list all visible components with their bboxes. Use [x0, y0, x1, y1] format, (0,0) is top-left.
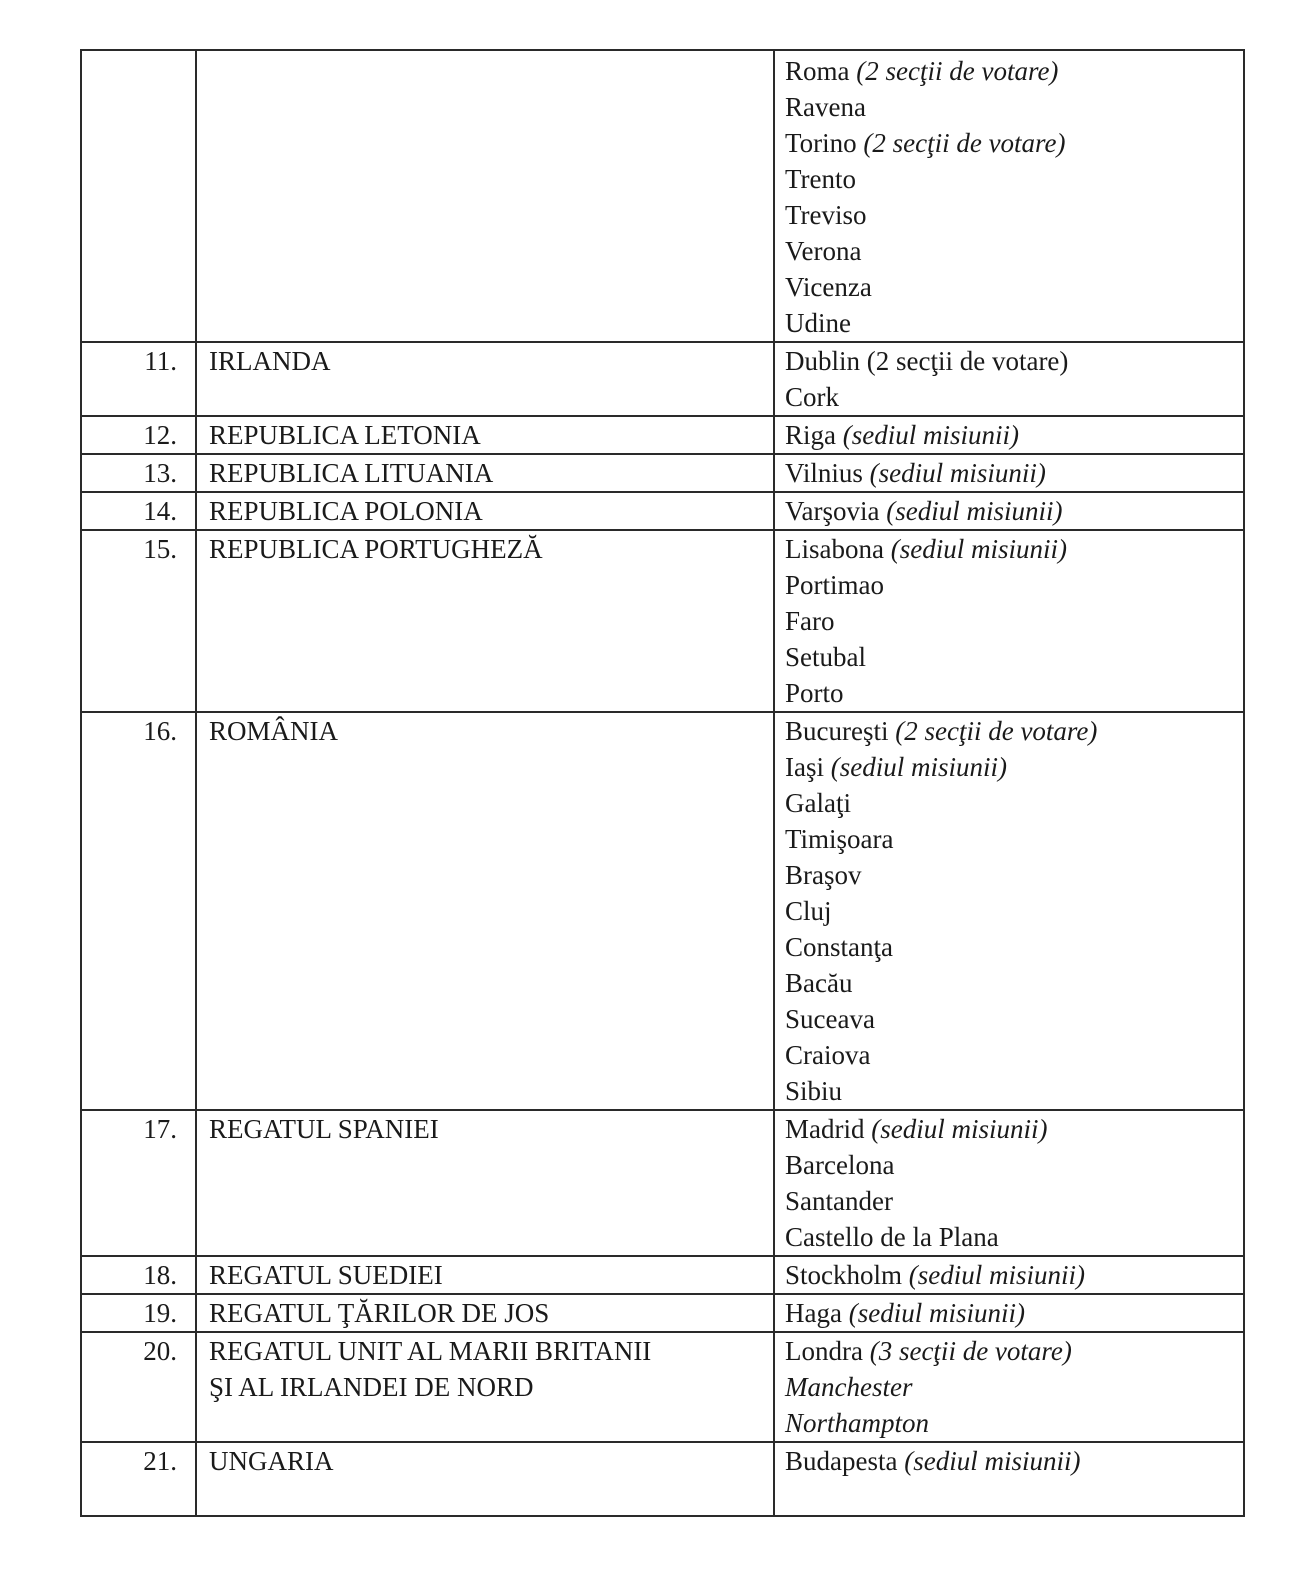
polling-sections-cell	[774, 530, 1244, 712]
city-name: Riga	[785, 420, 836, 450]
section-note: (2 secţii de votare)	[856, 56, 1059, 86]
country-name: REPUBLICA LETONIA	[196, 416, 774, 454]
polling-section-item	[785, 161, 1243, 197]
city-name: Porto	[785, 678, 844, 708]
polling-section-item	[785, 89, 1243, 125]
section-note: (3 secţii de votare)	[869, 1336, 1072, 1366]
section-note: (sediul misiunii)	[886, 496, 1063, 526]
table-body	[81, 50, 1244, 1516]
country-name: REPUBLICA PORTUGHEZĂ	[196, 530, 774, 712]
row-number: 13.	[81, 454, 196, 492]
country-name: UNGARIA	[196, 1442, 774, 1516]
table-row	[81, 416, 1244, 454]
city-name: Portimao	[785, 570, 884, 600]
table-row	[81, 1332, 1244, 1442]
city-name: Cluj	[785, 896, 832, 926]
polling-section-item	[785, 269, 1243, 305]
polling-section-item	[785, 929, 1243, 965]
city-name: Udine	[785, 308, 851, 338]
polling-sections-cell	[774, 1256, 1244, 1294]
polling-section-item	[785, 455, 1243, 491]
polling-sections-cell	[774, 342, 1244, 416]
polling-section-item	[785, 417, 1243, 453]
table-row	[81, 50, 1244, 342]
city-name: Haga	[785, 1298, 842, 1328]
polling-section-item	[785, 1295, 1243, 1331]
city-name: Braşov	[785, 860, 862, 890]
polling-section-item	[785, 197, 1243, 233]
section-note: (sediul misiunii)	[871, 1114, 1048, 1144]
city-name: Treviso	[785, 200, 867, 230]
polling-section-item	[785, 493, 1243, 529]
table-row	[81, 1110, 1244, 1256]
city-name: Castello de la Plana	[785, 1222, 999, 1252]
polling-sections-cell	[774, 1294, 1244, 1332]
polling-sections-cell	[774, 454, 1244, 492]
city-name: Lisabona	[785, 534, 884, 564]
polling-section-item	[785, 1147, 1243, 1183]
row-number: 11.	[81, 342, 196, 416]
polling-section-item	[785, 857, 1243, 893]
country-name: ROMÂNIA	[196, 712, 774, 1110]
table-row	[81, 342, 1244, 416]
row-number: 20.	[81, 1332, 196, 1442]
city-name: Barcelona	[785, 1150, 895, 1180]
section-note: (sediul misiunii)	[848, 1298, 1025, 1328]
polling-section-item	[785, 713, 1243, 749]
table-row	[81, 1256, 1244, 1294]
polling-section-item	[785, 1037, 1243, 1073]
city-name: Ravena	[785, 92, 866, 122]
row-number	[81, 50, 196, 342]
country-name: IRLANDA	[196, 342, 774, 416]
polling-section-item	[785, 965, 1243, 1001]
city-name: Galaţi	[785, 788, 851, 818]
polling-section-item	[785, 893, 1243, 929]
polling-section-item	[785, 379, 1243, 415]
row-number: 12.	[81, 416, 196, 454]
polling-section-item	[785, 1405, 1243, 1441]
polling-sections-cell	[774, 712, 1244, 1110]
city-name: Verona	[785, 236, 862, 266]
table-row	[81, 1442, 1244, 1516]
city-name: Londra	[785, 1336, 863, 1366]
polling-section-item	[785, 53, 1243, 89]
polling-section-item	[785, 125, 1243, 161]
city-name: Bacău	[785, 968, 853, 998]
polling-section-item	[785, 1001, 1243, 1037]
city-name: Roma	[785, 56, 850, 86]
polling-section-item	[785, 1073, 1243, 1109]
row-number: 17.	[81, 1110, 196, 1256]
polling-sections-cell	[774, 416, 1244, 454]
city-name: Santander	[785, 1186, 893, 1216]
city-name: Timişoara	[785, 824, 894, 854]
polling-section-item	[785, 639, 1243, 675]
city-name: Vilnius	[785, 458, 863, 488]
polling-section-item	[785, 749, 1243, 785]
section-note: (sediul misiunii)	[908, 1260, 1086, 1290]
city-name: Trento	[785, 164, 857, 194]
polling-section-item	[785, 821, 1243, 857]
table-row	[81, 712, 1244, 1110]
row-number: 16.	[81, 712, 196, 1110]
city-name: Sibiu	[785, 1076, 843, 1106]
city-name: Torino	[785, 128, 857, 158]
row-number: 19.	[81, 1294, 196, 1332]
city-name: Vicenza	[785, 272, 872, 302]
country-name	[196, 50, 774, 342]
row-number: 21.	[81, 1442, 196, 1516]
row-number: 18.	[81, 1256, 196, 1294]
row-number: 15.	[81, 530, 196, 712]
city-name: Cork	[785, 382, 839, 412]
section-note: (sediul misiunii)	[869, 458, 1046, 488]
city-name: Stockholm	[785, 1260, 903, 1290]
polling-section-item	[785, 531, 1243, 567]
table-row	[81, 492, 1244, 530]
table-row	[81, 454, 1244, 492]
polling-section-item	[785, 1333, 1243, 1369]
country-name: REGATUL SUEDIEI	[196, 1256, 774, 1294]
section-note: (2 secţii de votare)	[895, 716, 1098, 746]
country-name: REGATUL UNIT AL MARII BRITANII ŞI AL IRLANDEI DE NORD	[196, 1332, 774, 1442]
city-name: Bucureşti	[785, 716, 889, 746]
polling-section-item	[785, 1111, 1243, 1147]
polling-sections-cell	[774, 1332, 1244, 1442]
city-name: Iaşi	[785, 752, 824, 782]
polling-section-item	[785, 785, 1243, 821]
section-note: (sediul misiunii)	[842, 420, 1019, 450]
polling-sections-cell	[774, 1110, 1244, 1256]
polling-stations-table	[80, 49, 1245, 1517]
city-name: Craiova	[785, 1040, 871, 1070]
table-row	[81, 1294, 1244, 1332]
polling-section-item	[785, 675, 1243, 711]
city-name: Suceava	[785, 1004, 875, 1034]
section-note: (sediul misiunii)	[904, 1446, 1081, 1476]
section-note: Northampton	[785, 1408, 930, 1438]
polling-section-item	[785, 1369, 1243, 1405]
polling-section-item	[785, 1219, 1243, 1255]
section-note: (2 secţii de votare)	[863, 128, 1066, 158]
city-name: Madrid	[785, 1114, 865, 1144]
city-name: Dublin (2 secţii de votare)	[785, 346, 1069, 376]
country-name: REGATUL SPANIEI	[196, 1110, 774, 1256]
polling-section-item	[785, 343, 1243, 379]
section-note: (sediul misiunii)	[830, 752, 1007, 782]
polling-section-item	[785, 1257, 1243, 1293]
city-name: Constanţa	[785, 932, 893, 962]
country-name: REGATUL ŢĂRILOR DE JOS	[196, 1294, 774, 1332]
city-name: Budapesta	[785, 1446, 898, 1476]
country-name: REPUBLICA LITUANIA	[196, 454, 774, 492]
polling-section-item	[785, 1443, 1243, 1479]
polling-section-item	[785, 567, 1243, 603]
polling-sections-cell	[774, 492, 1244, 530]
polling-section-item	[785, 305, 1243, 341]
city-name: Varşovia	[785, 496, 880, 526]
table-row	[81, 530, 1244, 712]
section-note: (sediul misiunii)	[890, 534, 1067, 564]
country-name: REPUBLICA POLONIA	[196, 492, 774, 530]
polling-section-item	[785, 233, 1243, 269]
polling-section-item	[785, 603, 1243, 639]
polling-sections-cell	[774, 50, 1244, 342]
city-name: Faro	[785, 606, 835, 636]
row-number: 14.	[81, 492, 196, 530]
polling-sections-cell	[774, 1442, 1244, 1516]
polling-section-item	[785, 1183, 1243, 1219]
city-name: Setubal	[785, 642, 866, 672]
section-note: Manchester	[785, 1372, 913, 1402]
